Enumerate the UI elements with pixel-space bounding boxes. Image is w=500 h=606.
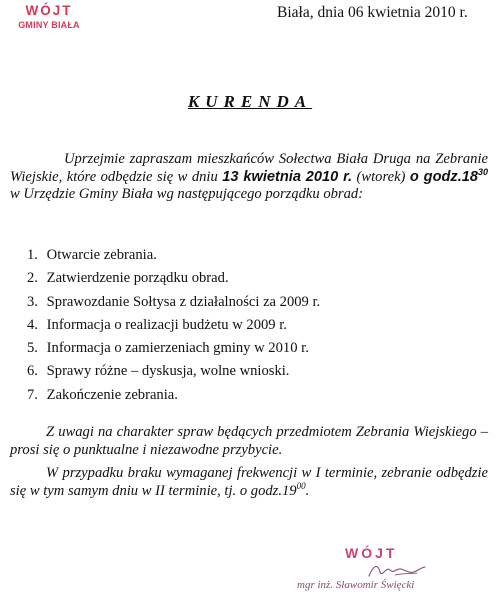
agenda-item xyxy=(27,340,320,363)
agenda-item xyxy=(27,317,320,340)
agenda-item-text: Zakończenie zebrania. xyxy=(46,386,178,403)
stamp-header-line1: WÓJT xyxy=(25,3,73,18)
meeting-time xyxy=(409,166,489,185)
agenda-item-number: 1. xyxy=(27,247,38,263)
intro-text-part1: Uprzejmie zapraszam mieszkańców Sołectwa Biała Druga na Zebranie Wiejskie, które odbędzie się w dniu xyxy=(10,151,488,185)
date-line: Biała, dnia 06 kwietnia 2010 r. xyxy=(277,4,468,21)
agenda-list xyxy=(27,247,320,410)
meeting-time-minutes: 30 xyxy=(478,166,489,177)
intro-text-part3: w Urzędzie Gminy Biała wg następującego porządku obrad: xyxy=(10,186,364,202)
agenda-item xyxy=(27,363,320,386)
agenda-item-number: 2. xyxy=(27,270,38,287)
agenda-item-text: Informacja o realizacji budżetu w 2009 r. xyxy=(46,316,287,333)
intro-paragraph xyxy=(10,151,488,204)
agenda-item-text: Sprawy różne – dyskusja, wolne wnioski. xyxy=(46,363,290,380)
meeting-date: 13 kwietnia 2010 r. xyxy=(222,168,353,185)
agenda-item-text: Informacja o zamierzeniach gminy w 2010 r. xyxy=(46,340,309,357)
agenda-item-number: 4. xyxy=(27,316,38,333)
agenda-item-number: 7. xyxy=(27,386,38,403)
agenda-item-text: Zatwierdzenie porządku obrad. xyxy=(46,270,229,287)
agenda-item-number: 5. xyxy=(27,340,38,357)
second-term-minutes: 00 xyxy=(296,481,306,492)
signatory-name: mgr inż. Sławomir Święcki xyxy=(297,579,415,591)
document-title: KURENDA xyxy=(187,92,313,111)
meeting-time-text: o godz.18 xyxy=(409,168,478,185)
office-stamp-header xyxy=(12,3,86,33)
agenda-item-number: 3. xyxy=(27,293,38,310)
agenda-item-text: Sprawozdanie Sołtysa z działalności za 2009 r. xyxy=(46,293,321,310)
second-term-note-end: . xyxy=(305,483,310,499)
agenda-item xyxy=(27,247,320,270)
stamp-header-line2: GMINY BIAŁA xyxy=(18,20,80,30)
agenda-item-number: 6. xyxy=(27,363,38,380)
agenda-item xyxy=(27,294,320,317)
second-term-note xyxy=(10,464,488,500)
agenda-item-text: Otwarcie zebrania. xyxy=(46,247,157,263)
agenda-item xyxy=(27,387,320,410)
second-term-note-text: W przypadku braku wymaganej frekwencji w I terminie, zebranie odbędzie się w tym samym dniu w II terminie, tj. o godz.19 xyxy=(10,465,488,499)
intro-text-part2: (wtorek) xyxy=(352,168,410,185)
signature-stamp: WÓJT xyxy=(345,545,398,561)
punctuality-note: Z uwagi na charakter spraw będących przedmiotem Zebrania Wiejskiego – prosi się o punktualne i niezawodne przybycie. xyxy=(10,424,488,458)
agenda-item xyxy=(27,270,320,293)
